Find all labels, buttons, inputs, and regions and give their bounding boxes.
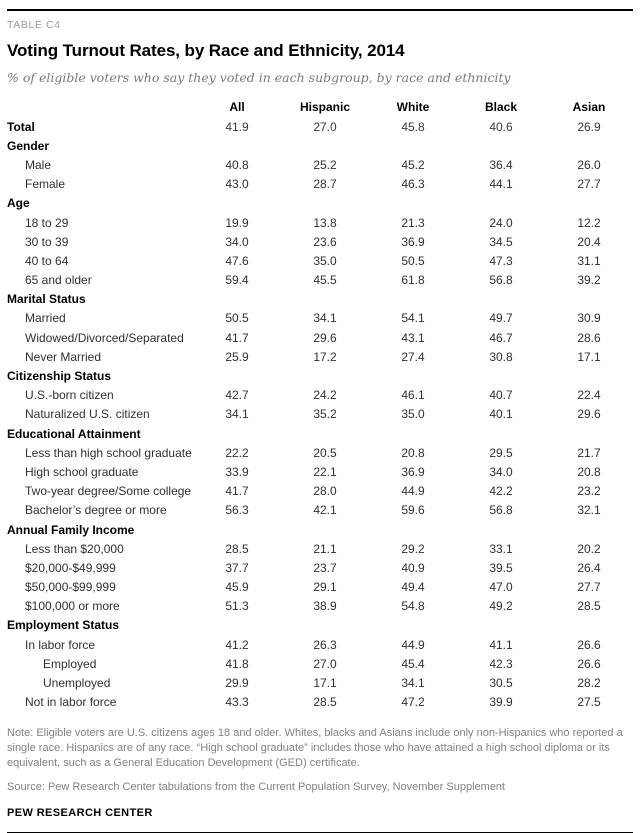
cell-value: 41.7 bbox=[225, 330, 249, 345]
section-label: Marital Status bbox=[7, 292, 86, 307]
row-label: $100,000 or more bbox=[25, 599, 120, 614]
cell-value: 40.6 bbox=[489, 119, 513, 134]
cell-value: 43.0 bbox=[225, 177, 249, 192]
cell-value: 41.8 bbox=[225, 656, 249, 671]
table-number-label: TABLE C4 bbox=[7, 19, 61, 31]
row-label: In labor force bbox=[25, 637, 96, 652]
table-row bbox=[7, 539, 633, 558]
column-header-row bbox=[7, 99, 633, 117]
section-row bbox=[7, 290, 633, 309]
table-row bbox=[7, 328, 633, 347]
cell-value: 25.2 bbox=[313, 157, 337, 172]
cell-value: 49.7 bbox=[489, 311, 513, 326]
cell-value: 12.2 bbox=[577, 215, 601, 230]
cell-value: 28.5 bbox=[313, 695, 337, 710]
cell-value: 20.4 bbox=[577, 234, 601, 249]
pew-research-center-wordmark: PEW RESEARCH CENTER bbox=[7, 806, 153, 819]
cell-value: 34.1 bbox=[313, 311, 337, 326]
cell-value: 39.5 bbox=[489, 560, 513, 575]
cell-value: 38.9 bbox=[313, 599, 337, 614]
table-row bbox=[7, 693, 633, 712]
row-label: 18 to 29 bbox=[25, 215, 69, 230]
row-label: $20,000-$49,999 bbox=[25, 560, 116, 575]
cell-value: 40.8 bbox=[225, 157, 249, 172]
cell-value: 26.9 bbox=[577, 119, 601, 134]
cell-value: 45.8 bbox=[401, 119, 425, 134]
cell-value: 35.0 bbox=[401, 407, 425, 422]
cell-value: 21.7 bbox=[577, 445, 601, 460]
row-label: Not in labor force bbox=[25, 695, 117, 710]
table-note: Note: Eligible voters are U.S. citizens ages 18 and older. Whites, blacks and Asians include only non-Hispanics who reported a single race. Hispanics are of any race. “High school graduate” includes those who have attained a high school diploma or its equivalent, such as a General Education Development (GED) certificate. bbox=[7, 726, 623, 770]
row-label: Never Married bbox=[25, 349, 102, 364]
cell-value: 47.2 bbox=[401, 695, 425, 710]
cell-value: 21.1 bbox=[313, 541, 337, 556]
column-header-asian: Asian bbox=[572, 100, 606, 114]
cell-value: 19.9 bbox=[225, 215, 249, 230]
cell-value: 43.3 bbox=[225, 695, 249, 710]
cell-value: 30.9 bbox=[577, 311, 601, 326]
row-label: Widowed/Divorced/Separated bbox=[25, 330, 184, 345]
table-row bbox=[7, 558, 633, 577]
cell-value: 49.4 bbox=[401, 580, 425, 595]
column-header-hispanic: Hispanic bbox=[299, 100, 350, 114]
cell-value: 29.5 bbox=[489, 445, 513, 460]
cell-value: 54.1 bbox=[401, 311, 425, 326]
cell-value: 26.6 bbox=[577, 637, 601, 652]
cell-value: 28.6 bbox=[577, 330, 601, 345]
cell-value: 20.8 bbox=[577, 464, 601, 479]
cell-value: 26.0 bbox=[577, 157, 601, 172]
cell-value: 45.5 bbox=[313, 273, 337, 288]
table-row bbox=[7, 501, 633, 520]
table-row bbox=[7, 271, 633, 290]
cell-value: 21.3 bbox=[401, 215, 425, 230]
cell-value: 46.1 bbox=[401, 388, 425, 403]
row-label: 65 and older bbox=[25, 273, 92, 288]
row-label: Bachelor’s degree or more bbox=[25, 503, 167, 518]
table-row bbox=[7, 175, 633, 194]
cell-value: 51.3 bbox=[225, 599, 249, 614]
cell-value: 37.7 bbox=[225, 560, 249, 575]
cell-value: 42.2 bbox=[489, 484, 513, 499]
cell-value: 39.2 bbox=[577, 273, 601, 288]
cell-value: 27.7 bbox=[577, 177, 601, 192]
table-row bbox=[7, 443, 633, 462]
cell-value: 25.9 bbox=[225, 349, 249, 364]
cell-value: 32.1 bbox=[577, 503, 601, 518]
row-label: Unemployed bbox=[43, 676, 111, 691]
table-body bbox=[7, 117, 633, 712]
cell-value: 34.0 bbox=[225, 234, 249, 249]
section-row bbox=[7, 424, 633, 443]
cell-value: 26.4 bbox=[577, 560, 601, 575]
cell-value: 20.2 bbox=[577, 541, 601, 556]
cell-value: 28.0 bbox=[313, 484, 337, 499]
row-label: Employed bbox=[43, 656, 97, 671]
cell-value: 27.0 bbox=[313, 656, 337, 671]
cell-value: 44.9 bbox=[401, 484, 425, 499]
cell-value: 50.5 bbox=[225, 311, 249, 326]
cell-value: 61.8 bbox=[401, 273, 425, 288]
table-row bbox=[7, 386, 633, 405]
table-row bbox=[7, 482, 633, 501]
table-row bbox=[7, 578, 633, 597]
cell-value: 46.3 bbox=[401, 177, 425, 192]
page-subtitle: % of eligible voters who say they voted in each subgroup, by race and ethnicity bbox=[7, 70, 511, 85]
cell-value: 36.9 bbox=[401, 464, 425, 479]
table-row bbox=[7, 251, 633, 270]
row-label: Total bbox=[7, 119, 35, 134]
bottom-divider bbox=[7, 832, 633, 833]
row-label: Naturalized U.S. citizen bbox=[25, 407, 150, 422]
table-row bbox=[7, 213, 633, 232]
cell-value: 39.9 bbox=[489, 695, 513, 710]
table-row bbox=[7, 347, 633, 366]
column-header-all: All bbox=[229, 100, 245, 114]
cell-value: 45.4 bbox=[401, 656, 425, 671]
cell-value: 47.3 bbox=[489, 253, 513, 268]
row-label-header bbox=[7, 99, 193, 117]
cell-value: 22.1 bbox=[313, 464, 337, 479]
cell-value: 17.1 bbox=[313, 676, 337, 691]
table-source: Source: Pew Research Center tabulations from the Current Population Survey, November Supplement bbox=[7, 781, 506, 794]
cell-value: 22.4 bbox=[577, 388, 601, 403]
column-header-white: White bbox=[396, 100, 430, 114]
cell-value: 24.2 bbox=[313, 388, 337, 403]
cell-value: 59.6 bbox=[401, 503, 425, 518]
cell-value: 13.8 bbox=[313, 215, 337, 230]
cell-value: 41.2 bbox=[225, 637, 249, 652]
cell-value: 42.1 bbox=[313, 503, 337, 518]
cell-value: 42.3 bbox=[489, 656, 513, 671]
cell-value: 56.3 bbox=[225, 503, 249, 518]
table-row bbox=[7, 597, 633, 616]
cell-value: 26.3 bbox=[313, 637, 337, 652]
cell-value: 28.5 bbox=[225, 541, 249, 556]
cell-value: 56.8 bbox=[489, 273, 513, 288]
row-label: Less than $20,000 bbox=[25, 541, 124, 556]
section-label: Annual Family Income bbox=[7, 522, 135, 537]
cell-value: 41.1 bbox=[489, 637, 513, 652]
cell-value: 34.1 bbox=[401, 676, 425, 691]
section-row bbox=[7, 520, 633, 539]
cell-value: 54.8 bbox=[401, 599, 425, 614]
cell-value: 49.2 bbox=[489, 599, 513, 614]
cell-value: 45.2 bbox=[401, 157, 425, 172]
cell-value: 33.9 bbox=[225, 464, 249, 479]
table-row bbox=[7, 155, 633, 174]
row-label: U.S.-born citizen bbox=[25, 388, 114, 403]
cell-value: 33.1 bbox=[489, 541, 513, 556]
cell-value: 40.1 bbox=[489, 407, 513, 422]
cell-value: 35.2 bbox=[313, 407, 337, 422]
cell-value: 40.7 bbox=[489, 388, 513, 403]
cell-value: 40.9 bbox=[401, 560, 425, 575]
cell-value: 29.9 bbox=[225, 676, 249, 691]
section-row bbox=[7, 194, 633, 213]
row-label: 30 to 39 bbox=[25, 234, 69, 249]
cell-value: 27.4 bbox=[401, 349, 425, 364]
table-row bbox=[7, 405, 633, 424]
cell-value: 23.7 bbox=[313, 560, 337, 575]
row-label: 40 to 64 bbox=[25, 253, 69, 268]
page-title: Voting Turnout Rates, by Race and Ethnicity, 2014 bbox=[7, 41, 405, 60]
cell-value: 47.0 bbox=[489, 580, 513, 595]
cell-value: 22.2 bbox=[225, 445, 249, 460]
cell-value: 43.1 bbox=[401, 330, 425, 345]
cell-value: 27.5 bbox=[577, 695, 601, 710]
table-row bbox=[7, 232, 633, 251]
row-label: Less than high school graduate bbox=[25, 445, 192, 460]
section-label: Age bbox=[7, 196, 30, 211]
table-row bbox=[7, 654, 633, 673]
top-divider bbox=[7, 9, 633, 11]
row-label: Married bbox=[25, 311, 66, 326]
row-label: Male bbox=[25, 157, 52, 172]
voting-turnout-table bbox=[7, 99, 633, 712]
cell-value: 29.2 bbox=[401, 541, 425, 556]
table-row bbox=[7, 673, 633, 692]
row-label: $50,000-$99,999 bbox=[25, 580, 116, 595]
cell-value: 34.1 bbox=[225, 407, 249, 422]
cell-value: 29.1 bbox=[313, 580, 337, 595]
cell-value: 20.5 bbox=[313, 445, 337, 460]
cell-value: 50.5 bbox=[401, 253, 425, 268]
section-label: Employment Status bbox=[7, 618, 120, 633]
cell-value: 30.8 bbox=[489, 349, 513, 364]
row-label: High school graduate bbox=[25, 464, 139, 479]
cell-value: 47.6 bbox=[225, 253, 249, 268]
cell-value: 36.4 bbox=[489, 157, 513, 172]
cell-value: 44.9 bbox=[401, 637, 425, 652]
cell-value: 46.7 bbox=[489, 330, 513, 345]
cell-value: 56.8 bbox=[489, 503, 513, 518]
cell-value: 26.6 bbox=[577, 656, 601, 671]
cell-value: 20.8 bbox=[401, 445, 425, 460]
row-label: Two-year degree/Some college bbox=[25, 484, 192, 499]
cell-value: 28.5 bbox=[577, 599, 601, 614]
cell-value: 41.9 bbox=[225, 119, 249, 134]
cell-value: 59.4 bbox=[225, 273, 249, 288]
cell-value: 35.0 bbox=[313, 253, 337, 268]
cell-value: 17.1 bbox=[577, 349, 601, 364]
cell-value: 30.5 bbox=[489, 676, 513, 691]
section-label: Citizenship Status bbox=[7, 369, 112, 384]
cell-value: 17.2 bbox=[313, 349, 337, 364]
row-label: Female bbox=[25, 177, 66, 192]
cell-value: 45.9 bbox=[225, 580, 249, 595]
section-row bbox=[7, 136, 633, 155]
cell-value: 42.7 bbox=[225, 388, 249, 403]
cell-value: 29.6 bbox=[577, 407, 601, 422]
cell-value: 44.1 bbox=[489, 177, 513, 192]
section-label: Gender bbox=[7, 138, 50, 153]
cell-value: 23.2 bbox=[577, 484, 601, 499]
table-row bbox=[7, 635, 633, 654]
section-label: Educational Attainment bbox=[7, 426, 141, 441]
table-row bbox=[7, 117, 633, 136]
cell-value: 27.0 bbox=[313, 119, 337, 134]
cell-value: 41.7 bbox=[225, 484, 249, 499]
table-row bbox=[7, 309, 633, 328]
cell-value: 23.6 bbox=[313, 234, 337, 249]
column-header-black: Black bbox=[484, 100, 518, 114]
section-row bbox=[7, 366, 633, 385]
cell-value: 36.9 bbox=[401, 234, 425, 249]
cell-value: 34.5 bbox=[489, 234, 513, 249]
cell-value: 27.7 bbox=[577, 580, 601, 595]
cell-value: 29.6 bbox=[313, 330, 337, 345]
section-row bbox=[7, 616, 633, 635]
cell-value: 31.1 bbox=[577, 253, 601, 268]
cell-value: 24.0 bbox=[489, 215, 513, 230]
cell-value: 34.0 bbox=[489, 464, 513, 479]
table-row bbox=[7, 462, 633, 481]
cell-value: 28.7 bbox=[313, 177, 337, 192]
cell-value: 28.2 bbox=[577, 676, 601, 691]
